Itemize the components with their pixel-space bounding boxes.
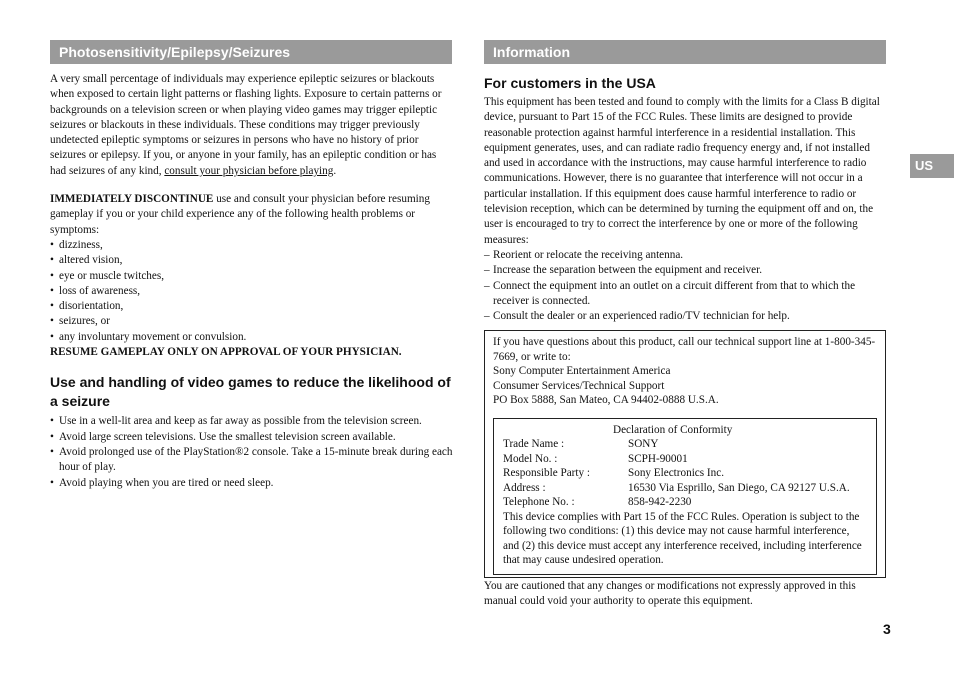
table-cell-value: Sony Electronics Inc. xyxy=(628,467,725,479)
consult-physician-text: consult your physician before playing xyxy=(164,164,334,177)
table-cell-key: Telephone No. : xyxy=(503,496,575,508)
compliance-statement: This device complies with Part 15 of the FCC Rules. Operation is subject to the following two conditions: (1) this device may not cause harmful interference, and (2) this device must accept any interference received, including interference that may cause undesired operation. xyxy=(503,510,862,566)
seizure-intro-paragraph xyxy=(50,72,454,179)
page-number: 3 xyxy=(883,621,891,637)
discontinue-paragraph xyxy=(50,192,454,238)
declaration-title: Declaration of Conformity xyxy=(613,423,733,436)
table-cell-value: 858-942-2230 xyxy=(628,496,692,508)
caution-paragraph: You are cautioned that any changes or modifications not expressly approved in this manual could void your authority to operate this equipment. xyxy=(484,580,856,608)
declaration-table xyxy=(503,437,850,510)
use-handling-list xyxy=(50,414,454,490)
list-item: • dizziness, xyxy=(50,238,454,253)
table-cell-key: Responsible Party : xyxy=(503,467,591,479)
table-row xyxy=(503,495,850,510)
intro-text: A very small percentage of individuals may experience epileptic seizures or blackouts when exposed to certain light patterns or flashing lights. Exposure to certain patterns or backgrounds on a television screen or when playing video games may trigger epileptic seizures or blackouts in these individuals. These conditions may trigger previously undetected epileptic symptoms or seizures in persons who have no history of prior seizures or epilepsy. If you, or anyone in your family, has an epileptic condition or has had seizures of any kind, xyxy=(50,73,442,177)
usa-customers-heading: For customers in the USA xyxy=(484,75,656,91)
section-header-photosensitivity: Photosensitivity/Epilepsy/Seizures xyxy=(50,40,452,64)
list-item: • Avoid large screen televisions. Use the smallest television screen available. xyxy=(50,430,454,445)
table-cell-value: SCPH-90001 xyxy=(628,452,688,465)
table-row xyxy=(503,466,850,481)
list-item: – Reorient or relocate the receiving antenna. xyxy=(484,248,888,263)
table-cell-key: Address : xyxy=(503,481,546,494)
discontinue-text: use and consult your physician before resuming gameplay if you or your child experience any of the following health problems or symptoms: xyxy=(50,193,430,236)
list-item: – Increase the separation between the equipment and receiver. xyxy=(484,263,888,278)
list-item: – Connect the equipment into an outlet on a circuit different from that to which the receiver is connected. xyxy=(484,279,888,310)
intro-end: . xyxy=(333,164,337,177)
table-cell-key: Trade Name : xyxy=(503,438,565,450)
table-cell-value: 16530 Via Esprillo, San Diego, CA 92127 U.S.A. xyxy=(628,481,850,494)
list-item: • Avoid prolonged use of the PlayStation®2 console. Take a 15-minute break during each hour of play. xyxy=(50,445,454,476)
support-line: Sony Computer Entertainment America xyxy=(493,365,671,377)
support-info-box xyxy=(484,330,886,578)
list-item: • altered vision, xyxy=(50,253,454,268)
left-column xyxy=(50,72,454,491)
fcc-paragraph: This equipment has been tested and found to comply with the limits for a Class B digital device, pursuant to Part 15 of the FCC Rules. These limits are designed to provide reasonable protection against harmful interference in a residential installation. This equipment generates, uses, and can radiate radio frequency energy and, if not installed and used in accordance with the instructions, may cause harmful interference to radio communications. However, there is no guarantee that interference will not occur in a particular installation. If this equipment does cause harmful interference to radio or television reception, which can be determined by turning the equipment off and on, the user is encouraged to try to correct the interference by one or more of the following measures: xyxy=(484,96,880,246)
table-row xyxy=(503,481,850,496)
use-handling-heading: Use and handling of video games to reduce the likelihood of a seizure xyxy=(50,374,451,410)
list-item: • seizures, or xyxy=(50,314,454,329)
section-header-information: Information xyxy=(484,40,886,64)
symptoms-list xyxy=(50,238,454,345)
measures-list xyxy=(484,248,888,324)
resume-gameplay-notice: RESUME GAMEPLAY ONLY ON APPROVAL OF YOUR PHYSICIAN. xyxy=(50,346,402,359)
list-item: • Avoid playing when you are tired or need sleep. xyxy=(50,476,454,491)
right-column xyxy=(484,72,888,324)
support-line: PO Box 5888, San Mateo, CA 94402-0888 U.S.A. xyxy=(493,394,719,406)
list-item: • Use in a well-lit area and keep as far away as possible from the television screen. xyxy=(50,414,454,429)
support-line: Consumer Services/Technical Support xyxy=(493,379,665,392)
declaration-of-conformity-box xyxy=(493,418,877,575)
discontinue-bold: IMMEDIATELY DISCONTINUE xyxy=(50,193,214,206)
table-row xyxy=(503,452,850,467)
table-row xyxy=(503,437,850,452)
list-item: • disorientation, xyxy=(50,299,454,314)
list-item: • loss of awareness, xyxy=(50,284,454,299)
list-item: • eye or muscle twitches, xyxy=(50,269,454,284)
region-tab-us: US xyxy=(910,154,954,178)
list-item: – Consult the dealer or an experienced radio/TV technician for help. xyxy=(484,309,888,324)
table-cell-value: SONY xyxy=(628,438,659,450)
list-item: • any involuntary movement or convulsion. xyxy=(50,330,454,345)
support-line: If you have questions about this product, call our technical support line at 1-800-345-7669, or write to: xyxy=(493,336,876,363)
table-cell-key: Model No. : xyxy=(503,452,558,465)
